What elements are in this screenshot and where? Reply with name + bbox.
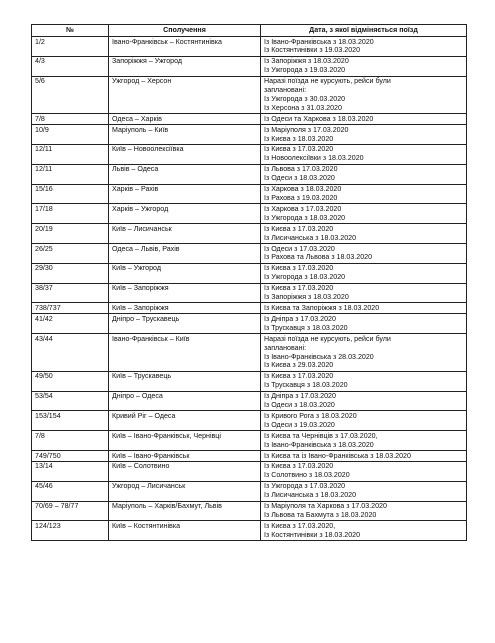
route-cell: Київ – Ужгород bbox=[109, 263, 261, 283]
train-number-cell: 49/50 bbox=[32, 371, 109, 391]
date-line: Із Києва з 17.03.2020 bbox=[264, 462, 334, 471]
table-row bbox=[32, 521, 467, 541]
date-line: Із Одеси з 19.03.2020 bbox=[264, 420, 335, 429]
cancellation-date-cell bbox=[261, 521, 467, 541]
table-header bbox=[32, 25, 467, 37]
date-line: Із Одеси та Харкова з 18.03.2020 bbox=[264, 114, 374, 123]
train-number-cell: 45/46 bbox=[32, 481, 109, 501]
table-row bbox=[32, 204, 467, 224]
date-line: Із Києва з 18.03.2020 bbox=[264, 134, 334, 143]
date-line: Із Івано-Франківська з 28.03.2020 bbox=[264, 352, 374, 361]
route-cell: Київ – Солотвино bbox=[109, 461, 261, 481]
date-line: Із Києва та Запоріжжя з 18.03.2020 bbox=[264, 303, 380, 312]
header-date: Дата, з якої відміняється поїзд bbox=[261, 25, 467, 37]
date-line: Із Одеси з 18.03.2020 bbox=[264, 174, 335, 183]
train-number-cell: 70/69 – 78/77 bbox=[32, 501, 109, 521]
cancellation-date-cell bbox=[261, 371, 467, 391]
cancellation-date-cell bbox=[261, 144, 467, 164]
table-row bbox=[32, 164, 467, 184]
route-cell: Київ – Запоріжжя bbox=[109, 283, 261, 303]
route-cell: Дніпро – Одеса bbox=[109, 391, 261, 411]
table-row bbox=[32, 314, 467, 334]
cancellation-date-cell bbox=[261, 56, 467, 76]
date-line: Із Костянтинівки з 18.03.2020 bbox=[264, 530, 361, 539]
cancellation-date-cell bbox=[261, 37, 467, 57]
date-line: заплановані: bbox=[264, 86, 307, 95]
table-row bbox=[32, 184, 467, 204]
table-row bbox=[32, 501, 467, 521]
date-line: Із Кривого Рога з 18.03.2020 bbox=[264, 411, 357, 420]
table-row bbox=[32, 391, 467, 411]
train-number-cell: 20/19 bbox=[32, 224, 109, 244]
table-row bbox=[32, 37, 467, 57]
cancellation-date-cell bbox=[261, 334, 467, 372]
route-cell: Київ – Трускавець bbox=[109, 371, 261, 391]
date-line: Із Києва з 17.03.2020 bbox=[264, 145, 334, 154]
cancellation-date-cell bbox=[261, 314, 467, 334]
table-row bbox=[32, 461, 467, 481]
route-cell: Маріуполь – Київ bbox=[109, 125, 261, 145]
table-row bbox=[32, 411, 467, 431]
cancellation-date-cell bbox=[261, 224, 467, 244]
route-cell: Івано-Франківськ – Костянтинівка bbox=[109, 37, 261, 57]
table-row bbox=[32, 371, 467, 391]
date-line: Із Запоріжжя з 18.03.2020 bbox=[264, 57, 349, 66]
table-row bbox=[32, 431, 467, 451]
train-number-cell: 17/18 bbox=[32, 204, 109, 224]
route-cell: Кривий Ріг – Одеса bbox=[109, 411, 261, 431]
table-row bbox=[32, 263, 467, 283]
train-cancellation-table bbox=[31, 24, 467, 541]
date-line: Із Львова з 17.03.2020 bbox=[264, 165, 338, 174]
table-body bbox=[32, 37, 467, 541]
route-cell: Харків – Ужгород bbox=[109, 204, 261, 224]
train-number-cell: 4/3 bbox=[32, 56, 109, 76]
date-line: Із Херсона з 31.03.2020 bbox=[264, 103, 342, 112]
route-cell: Одеса – Харків bbox=[109, 114, 261, 125]
date-line: Із Харкова з 18.03.2020 bbox=[264, 185, 342, 194]
cancellation-date-cell bbox=[261, 411, 467, 431]
date-line: заплановані: bbox=[264, 343, 307, 352]
cancellation-date-cell bbox=[261, 244, 467, 264]
date-line: Із Києва з 17.03.2020 bbox=[264, 264, 334, 273]
train-number-cell: 10/9 bbox=[32, 125, 109, 145]
cancellation-date-cell bbox=[261, 391, 467, 411]
train-number-cell: 7/8 bbox=[32, 431, 109, 451]
route-cell: Львів – Одеса bbox=[109, 164, 261, 184]
header-route: Сполучення bbox=[109, 25, 261, 37]
route-cell: Ужгород – Лисичанськ bbox=[109, 481, 261, 501]
date-line: Із Трускавця з 18.03.2020 bbox=[264, 381, 348, 390]
date-line: Із Києва з 17.03.2020 bbox=[264, 224, 334, 233]
train-number-cell: 15/16 bbox=[32, 184, 109, 204]
cancellation-date-cell bbox=[261, 184, 467, 204]
cancellation-date-cell bbox=[261, 501, 467, 521]
date-line: Із Запоріжжя з 18.03.2020 bbox=[264, 293, 349, 302]
train-number-cell: 5/6 bbox=[32, 76, 109, 114]
date-line: Із Харкова з 17.03.2020 bbox=[264, 204, 342, 213]
date-line: Із Рахова з 19.03.2020 bbox=[264, 194, 338, 202]
cancellation-date-cell bbox=[261, 204, 467, 224]
cancellation-date-cell bbox=[261, 164, 467, 184]
route-cell: Київ – Запоріжжя bbox=[109, 303, 261, 314]
date-line: Із Ужгорода з 17.03.2020 bbox=[264, 482, 346, 491]
date-line: Із Маріуполя та Харкова з 17.03.2020 bbox=[264, 502, 387, 511]
train-number-cell: 13/14 bbox=[32, 461, 109, 481]
date-line: Із Трускавця з 18.03.2020 bbox=[264, 323, 348, 332]
route-cell: Київ – Новоолексіївка bbox=[109, 144, 261, 164]
train-number-cell: 749/750 bbox=[32, 451, 109, 462]
train-number-cell: 7/8 bbox=[32, 114, 109, 125]
date-line: Із Одеси з 18.03.2020 bbox=[264, 401, 335, 410]
cancellation-date-cell bbox=[261, 481, 467, 501]
date-line: Із Рахова та Львова з 18.03.2020 bbox=[264, 253, 373, 262]
date-line: Із Києва та Чернівців з 17.03.2020, bbox=[264, 431, 378, 440]
train-number-cell: 38/37 bbox=[32, 283, 109, 303]
date-line: Із Дніпра з 17.03.2020 bbox=[264, 314, 336, 323]
route-cell: Івано-Франківськ – Київ bbox=[109, 334, 261, 372]
date-line: Із Києва з 17.03.2020 bbox=[264, 284, 334, 293]
date-line: Із Одеси з 17.03.2020 bbox=[264, 244, 335, 253]
route-cell: Маріуполь – Харків/Бахмут, Львів bbox=[109, 501, 261, 521]
date-line: Із Лисичанська з 18.03.2020 bbox=[264, 233, 357, 242]
date-line: Із Ужгорода з 18.03.2020 bbox=[264, 273, 346, 282]
date-line: Наразі поїзда не курсують, рейси були bbox=[264, 77, 391, 86]
document-page bbox=[31, 24, 466, 541]
date-line: Із Києва з 17.03.2020 bbox=[264, 372, 334, 381]
cancellation-date-cell bbox=[261, 303, 467, 314]
train-number-cell: 12/11 bbox=[32, 164, 109, 184]
date-line: Із Дніпра з 17.03.2020 bbox=[264, 392, 336, 401]
date-line: Наразі поїзда не курсують, рейси були bbox=[264, 334, 391, 343]
train-number-cell: 26/25 bbox=[32, 244, 109, 264]
date-line: Із Костянтинівки з 19.03.2020 bbox=[264, 46, 361, 55]
date-line: Із Новоолексіївки з 18.03.2020 bbox=[264, 154, 364, 163]
table-row bbox=[32, 244, 467, 264]
date-line: Із Маріуполя з 17.03.2020 bbox=[264, 125, 349, 134]
table-row bbox=[32, 56, 467, 76]
route-cell: Київ – Костянтинівка bbox=[109, 521, 261, 541]
date-line: Із Ужгорода з 30.03.2020 bbox=[264, 94, 346, 103]
date-line: Із Києва з 17.03.2020, bbox=[264, 521, 336, 530]
cancellation-date-cell bbox=[261, 125, 467, 145]
date-line: Із Києва та із Івано-Франківська з 18.03.2020 bbox=[264, 451, 411, 460]
date-line: Із Івано-Франківська з 18.03.2020 bbox=[264, 37, 374, 46]
train-number-cell: 12/11 bbox=[32, 144, 109, 164]
cancellation-date-cell bbox=[261, 114, 467, 125]
table-row bbox=[32, 451, 467, 462]
table-row bbox=[32, 334, 467, 372]
table-row bbox=[32, 481, 467, 501]
date-line: Із Лисичанська з 18.03.2020 bbox=[264, 491, 357, 500]
train-number-cell: 738/737 bbox=[32, 303, 109, 314]
train-number-cell: 53/54 bbox=[32, 391, 109, 411]
cancellation-date-cell bbox=[261, 76, 467, 114]
table-row bbox=[32, 224, 467, 244]
train-number-cell: 124/123 bbox=[32, 521, 109, 541]
train-number-cell: 153/154 bbox=[32, 411, 109, 431]
route-cell: Одеса – Львів, Рахів bbox=[109, 244, 261, 264]
route-cell: Запоріжжя – Ужгород bbox=[109, 56, 261, 76]
train-number-cell: 1/2 bbox=[32, 37, 109, 57]
train-number-cell: 43/44 bbox=[32, 334, 109, 372]
route-cell: Київ – Івано-Франківськ, Чернівці bbox=[109, 431, 261, 451]
date-line: Із Солотвино з 18.03.2020 bbox=[264, 471, 350, 480]
train-number-cell: 29/30 bbox=[32, 263, 109, 283]
table-row bbox=[32, 114, 467, 125]
train-number-cell: 41/42 bbox=[32, 314, 109, 334]
date-line: Із Івано-Франківська з 18.03.2020 bbox=[264, 440, 374, 449]
table-row bbox=[32, 76, 467, 114]
header-number: № bbox=[32, 25, 109, 37]
date-line: Із Ужгорода з 18.03.2020 bbox=[264, 213, 346, 222]
header-row bbox=[32, 25, 467, 37]
table-row bbox=[32, 283, 467, 303]
cancellation-date-cell bbox=[261, 451, 467, 462]
route-cell: Харків – Рахів bbox=[109, 184, 261, 204]
date-line: Із Ужгорода з 19.03.2020 bbox=[264, 66, 346, 75]
route-cell: Київ – Івано-Франківськ bbox=[109, 451, 261, 462]
cancellation-date-cell bbox=[261, 461, 467, 481]
table-row bbox=[32, 144, 467, 164]
cancellation-date-cell bbox=[261, 431, 467, 451]
table-row bbox=[32, 125, 467, 145]
date-line: Із Києва з 29.03.2020 bbox=[264, 361, 334, 370]
date-line: Із Львова та Бахмута з 18.03.2020 bbox=[264, 511, 377, 519]
route-cell: Київ – Лисичанськ bbox=[109, 224, 261, 244]
cancellation-date-cell bbox=[261, 283, 467, 303]
route-cell: Ужгород – Херсон bbox=[109, 76, 261, 114]
route-cell: Дніпро – Трускавець bbox=[109, 314, 261, 334]
table-row bbox=[32, 303, 467, 314]
cancellation-date-cell bbox=[261, 263, 467, 283]
